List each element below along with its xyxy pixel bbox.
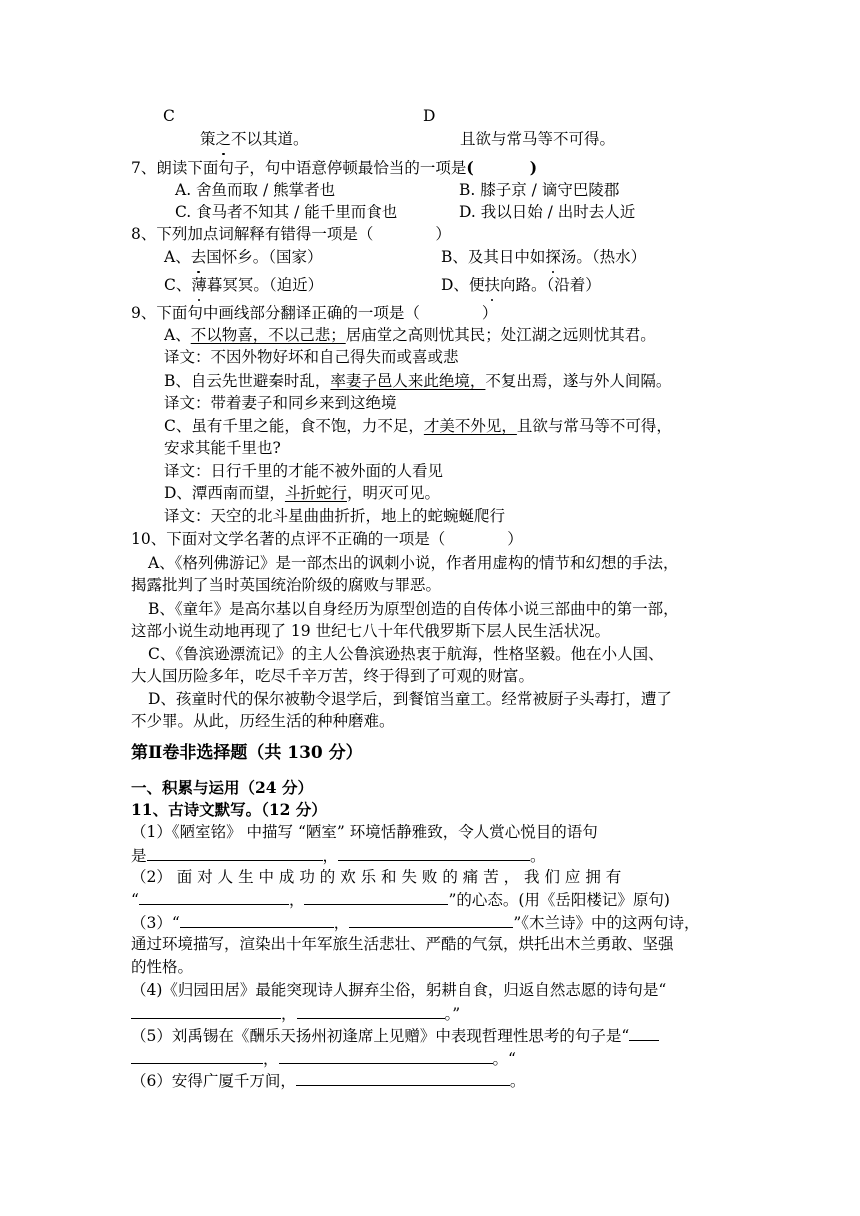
q10-option-a-line2: 揭露批判了当时英国统治阶级的腐败与罪恶。: [131, 576, 442, 594]
q9-option-d: D、潭西南而望，斗折蛇行，明灭可见。: [164, 484, 440, 502]
answer-blank[interactable]: [131, 1002, 281, 1019]
q7-stem: 7、朗读下面句子，句中语意停顿最恰当的一项是( ): [131, 158, 538, 177]
part2-title: 第Ⅱ卷非选择题（共 130 分）: [131, 743, 363, 763]
answer-blank[interactable]: [180, 911, 334, 928]
q6-option-c-label: C: [163, 107, 175, 125]
q11-item4-line1: （4)《归园田居》最能突现诗人摒弃尘俗，躬耕自食，归返自然志愿的诗句是“: [131, 981, 667, 999]
q7-option-d: D. 我以日始 / 出时去人近: [459, 203, 636, 221]
q10-option-b-line1: B、《童年》是高尔基以自身经历为原型创造的自传体小说三部曲中的第一部，: [148, 600, 679, 618]
q10-option-d-line2: 不少罪。从此，历经生活的种种磨难。: [131, 712, 395, 730]
answer-blank[interactable]: [279, 1047, 493, 1064]
q11-item1-line1: （1）《陋室铭》 中描写 “陋室” 环境恬静雅致，令人赏心悦目的语句: [131, 823, 598, 841]
q9-option-c: C、虽有千里之能，食不饱，力不足，才美不外见，且欲与常马等不可得，: [164, 417, 672, 435]
q11-item3-line1: （3）“ ， ”《木兰诗》中的这两句诗，: [131, 911, 700, 934]
q10-stem: 10、下面对文学名著的点评不正确的一项是（ ）: [131, 530, 523, 548]
q10-option-c-line1: C、《鲁滨逊漂流记》的主人公鲁滨逊热衷于航海，性格坚毅。他在小人国、: [148, 645, 664, 663]
q11-item3-line3: 的性格。: [131, 958, 194, 976]
q7-option-a: A. 舍鱼而取 / 熊掌者也: [175, 181, 336, 199]
q8-option-c: C、薄暮冥冥。（迫近）: [164, 276, 324, 294]
q7-option-b: B. 膝子京 / 谪守巴陵郡: [459, 181, 620, 199]
q8-option-b: B、及其日中如探汤。（热水）: [441, 248, 647, 266]
q10-option-a-line1: A、《格列佛游记》是一部杰出的讽刺小说，作者用虚构的情节和幻想的手法，: [148, 554, 679, 572]
answer-blank[interactable]: [297, 1002, 445, 1019]
q6-option-d-text: 且欲与常马等不可得。: [460, 130, 616, 148]
answer-blank[interactable]: [629, 1024, 659, 1041]
q11-item5-line2: ， 。“: [131, 1047, 516, 1070]
q10-option-b-line2: 这部小说生动地再现了 19 世纪七八十年代俄罗斯下层人民生活状况。: [131, 622, 611, 640]
q9-option-a-translation: 译文：不因外物好坏和自己得失而或喜或悲: [164, 348, 459, 366]
answer-blank[interactable]: [304, 888, 448, 905]
q6-option-c-text: 策之不以其道。: [200, 130, 309, 148]
q8-option-d: D、便扶向路。（沿着）: [441, 276, 601, 294]
q7-option-c: C. 食马者不知其 / 能千里而食也: [175, 203, 398, 221]
q10-option-d-line1: D、孩童时代的保尔被勒令退学后，到餐馆当童工。经常被厨子头毒打，遭了: [148, 690, 672, 708]
answer-blank[interactable]: [131, 1047, 263, 1064]
q11-item3-line2: 通过环境描写，渲染出十年军旅生活悲壮、严酷的气氛，烘托出木兰勇敢、坚强: [131, 935, 674, 953]
q9-option-d-translation: 译文：天空的北斗星曲曲折折，地上的蛇蜿蜒爬行: [164, 507, 506, 525]
q11-item4-line2: ， 。”: [131, 1002, 460, 1025]
q8-option-a: A、去国怀乡。（国家）: [164, 248, 323, 266]
q11-item2-line2: “ ， ”的心态。(用《岳阳楼记》原句): [131, 888, 670, 911]
q11-item2-line1: （2） 面 对 人 生 中 成 功 的 欢 乐 和 失 败 的 痛 苦 ， 我 们 应 拥 有: [131, 868, 622, 886]
q11-item1-line2: 是 ， 。: [131, 844, 546, 867]
q11-title: 11、古诗文默写。（12 分）: [131, 800, 327, 819]
q9-option-b: B、自云先世避秦时乱，率妻子邑人来此绝境，不复出焉，遂与外人间隔。: [164, 372, 672, 390]
q9-stem: 9、下面句中画线部分翻译正确的一项是（ ）: [131, 304, 498, 322]
q9-option-c-cont: 安求其能千里也?: [164, 439, 281, 457]
answer-blank[interactable]: [349, 911, 513, 928]
q9-option-b-translation: 译文：带着妻子和同乡来到这绝境: [164, 394, 397, 412]
q6-option-d-label: D: [423, 107, 436, 125]
section1-title: 一、积累与运用（24 分）: [131, 778, 313, 797]
q11-item5-line1: （5）刘禹锡在《酬乐天扬州初逢席上见赠》中表现哲理性思考的句子是“: [131, 1024, 659, 1047]
answer-blank[interactable]: [296, 1069, 510, 1086]
answer-blank[interactable]: [147, 844, 323, 861]
q10-option-c-line2: 大人国历险多年，吃尽千辛万苦，终于得到了可观的财富。: [131, 667, 535, 685]
q8-stem: 8、下列加点词解释有错得一项是（ ）: [131, 225, 451, 243]
answer-blank[interactable]: [338, 844, 530, 861]
q11-item6: （6）安得广厦千万间， 。: [131, 1069, 525, 1092]
answer-blank[interactable]: [139, 888, 289, 905]
q9-option-c-translation: 译文：日行千里的才能不被外面的人看见: [164, 462, 444, 480]
q9-option-a: A、不以物喜，不以己悲；居庙堂之高则忧其民；处江湖之远则忧其君。: [164, 326, 656, 344]
